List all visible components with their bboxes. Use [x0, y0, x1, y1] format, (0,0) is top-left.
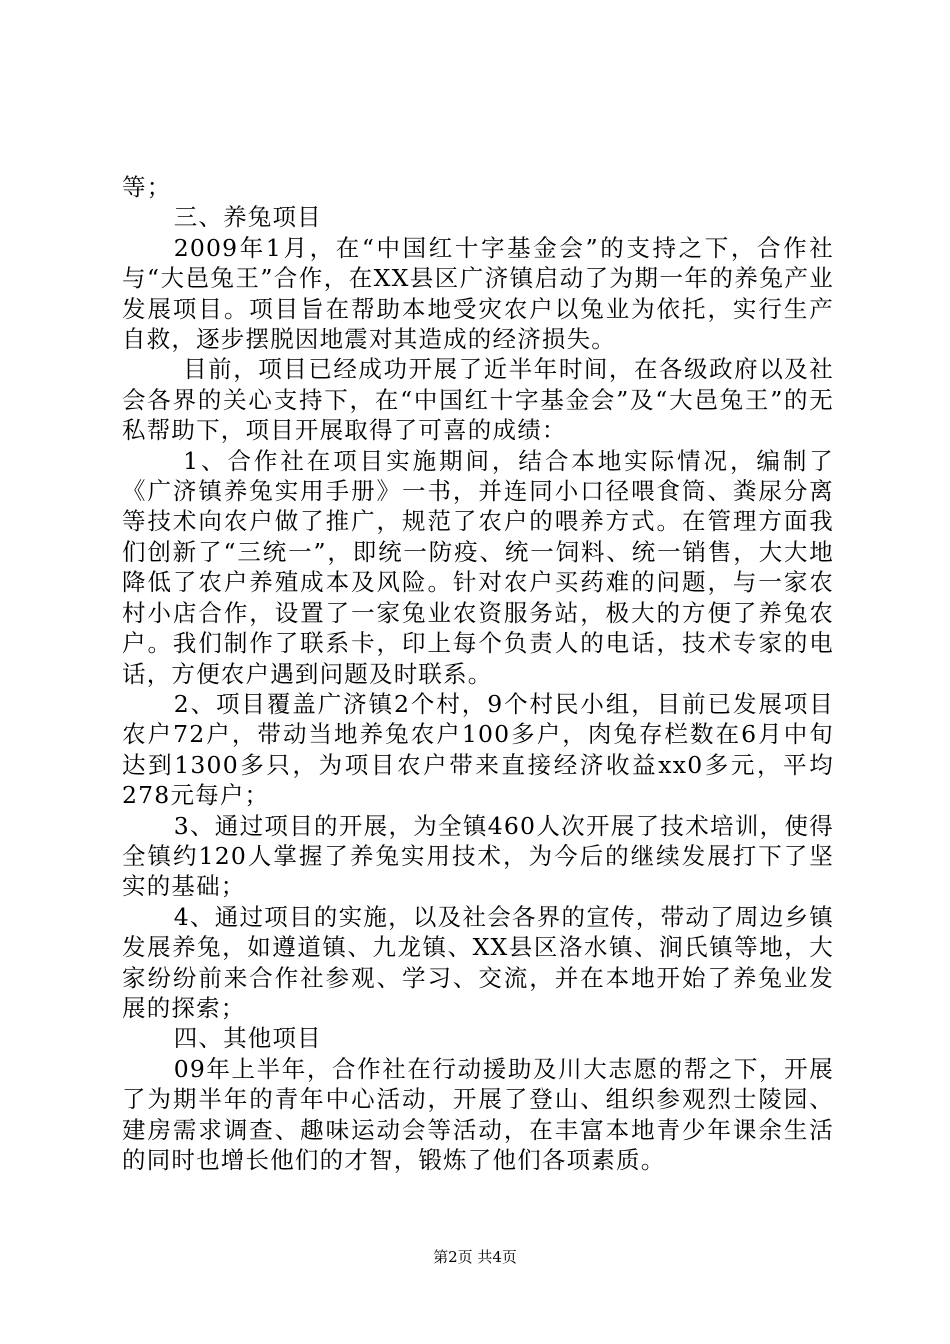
paragraph-project-intro: 2009年1月，在“中国红十字基金会”的支持之下，合作社与“大邑兔王”合作，在XX县区广济镇启动了为期一年的养兔产业发展项目。项目旨在帮助本地受灾农户以兔业为依托，实行生产自救，逐步摆脱因地震对其造成的经济损失。: [122, 233, 834, 354]
page-footer: [0, 1247, 950, 1267]
paragraph-achievement-3: 3、通过项目的开展，为全镇460人次开展了技术培训，使得全镇约120人掌握了养兔实用技术，为今后的继续发展打下了坚实的基础；: [122, 811, 834, 901]
paragraph-achievement-1: 1、合作社在项目实施期间，结合本地实际情况，编制了《广济镇养兔实用手册》一书，并连同小口径喂食筒、粪尿分离等技术向农户做了推广，规范了农户的喂养方式。在管理方面我们创新了“三统一”，即统一防疫、统一饲料、统一销售，大大地降低了农户养殖成本及风险。针对农户买药难的问题，与一家农村小店合作，设置了一家兔业农资服务站，极大的方便了养兔农户。我们制作了联系卡，印上每个负责人的电话，技术专家的电话，方便农户遇到问题及时联系。: [122, 446, 834, 688]
paragraph-youth-center: 09年上半年，合作社在行动援助及川大志愿的帮之下，开展了为期半年的青年中心活动，开展了登山、组织参观烈士陵园、建房需求调查、趣味运动会等活动，在丰富本地青少年课余生活的同时也增长他们的才智，锻炼了他们各项素质。: [122, 1054, 834, 1174]
paragraph-achievement-4: 4、通过项目的实施，以及社会各界的宣传，带动了周边乡镇发展养兔，如遵道镇、九龙镇、XX县区洛水镇、涧氏镇等地，大家纷纷前来合作社参观、学习、交流，并在本地开始了养兔业发展的探索；: [122, 902, 834, 1022]
page-number-label: 第2页 共4页: [433, 1248, 517, 1266]
paragraph-achievement-2: 2、项目覆盖广济镇2个村，9个村民小组，目前已发展项目农户72户，带动当地养兔农户100多户，肉兔存栏数在6月中旬达到1300多只，为项目农户带来直接经济收益xx0多元，平均278元每户；: [122, 689, 834, 810]
section-heading-other-projects: 四、其他项目: [173, 1024, 322, 1053]
document-body: [122, 172, 834, 1175]
paragraph-project-status: 目前，项目已经成功开展了近半年时间，在各级政府以及社会各界的关心支持下，在“中国红十字基金会”及“大邑兔王”的无私帮助下，项目开展取得了可喜的成绩：: [122, 355, 834, 445]
section-heading-rabbit-project: 三、养兔项目: [173, 203, 322, 232]
paragraph-continuation: 等；: [122, 173, 172, 201]
